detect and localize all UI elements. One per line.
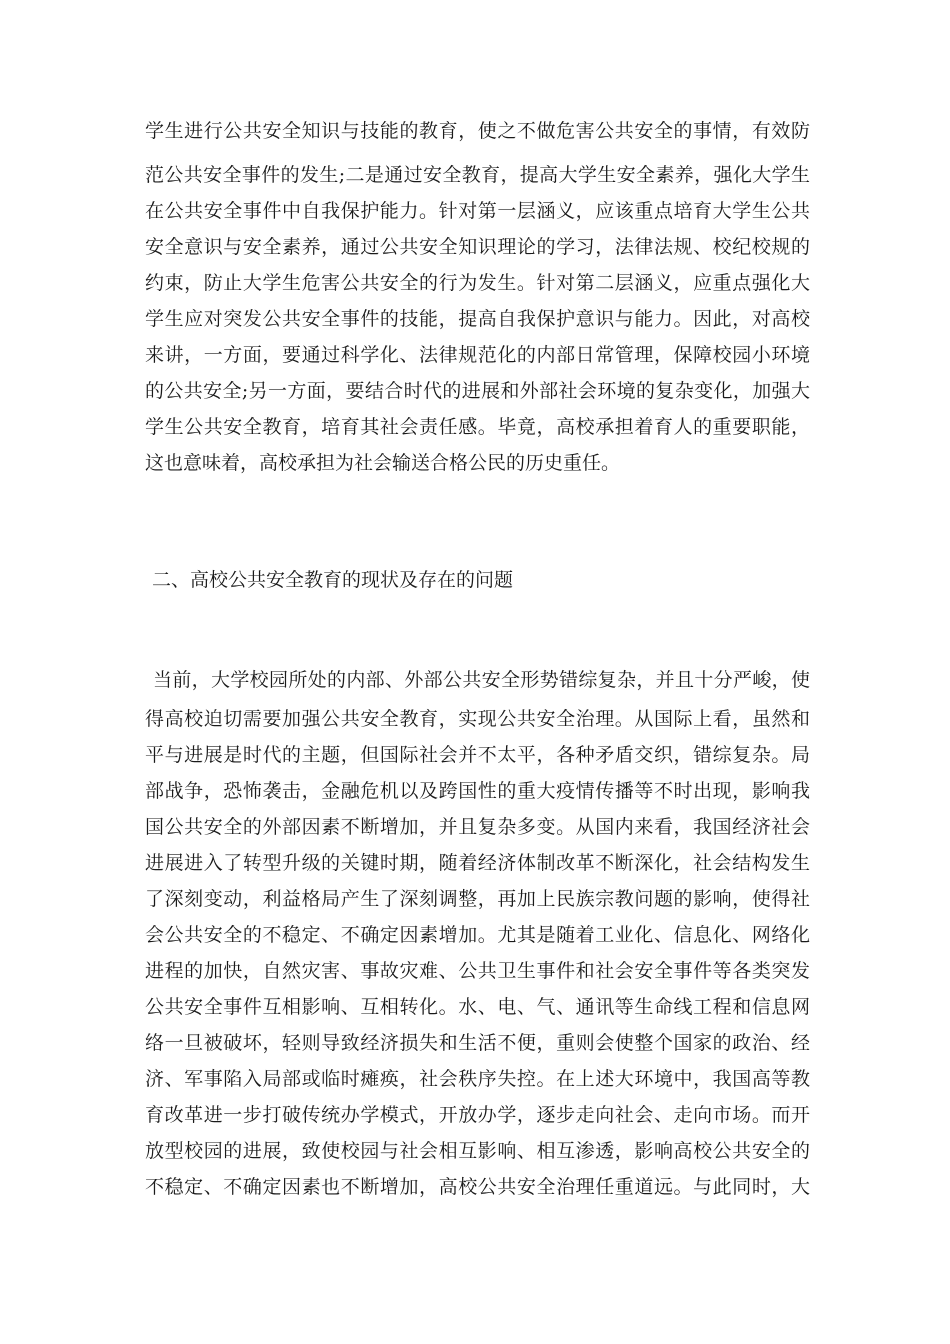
paragraph-line: 进程的加快，自然灾害、事故灾难、公共卫生事件和社会安全事件等各类突发: [145, 960, 810, 982]
paragraph-line: 济、军事陷入局部或临时瘫痪，社会秩序失控。在上述大环境中，我国高等教: [145, 1068, 810, 1090]
paragraph-line: 育改革进一步打破传统办学模式，开放办学，逐步走向社会、走向市场。而开: [145, 1104, 810, 1126]
section-heading: 二、高校公共安全教育的现状及存在的问题: [152, 569, 514, 591]
paragraph-line: 学生应对突发公共安全事件的技能，提高自我保护意识与能力。因此，对高校: [145, 308, 810, 330]
paragraph-line: 的公共安全;另一方面，要结合时代的进展和外部社会环境的复杂变化，加强大: [145, 380, 810, 402]
paragraph-line: 部战争，恐怖袭击，金融危机以及跨国性的重大疫情传播等不时出现，影响我: [145, 780, 810, 802]
paragraph-line: 来讲，一方面，要通过科学化、法律规范化的内部日常管理，保障校园小环境: [145, 344, 810, 366]
paragraph-line: 了深刻变动，利益格局产生了深刻调整，再加上民族宗教问题的影响，使得社: [145, 888, 810, 910]
paragraph-line: 学生进行公共安全知识与技能的教育，使之不做危害公共安全的事情，有效防: [145, 120, 810, 142]
paragraph-line: 得高校迫切需要加强公共安全教育，实现公共安全治理。从国际上看，虽然和: [145, 708, 810, 730]
paragraph-line: 学生公共安全教育，培育其社会责任感。毕竟，高校承担着育人的重要职能，: [145, 416, 810, 438]
paragraph-line: 约束，防止大学生危害公共安全的行为发生。针对第二层涵义，应重点强化大: [145, 272, 810, 294]
paragraph-line: 会公共安全的不稳定、不确定因素增加。尤其是随着工业化、信息化、网络化: [145, 924, 810, 946]
paragraph-line: 安全意识与安全素养，通过公共安全知识理论的学习，法律法规、校纪校规的: [145, 236, 810, 258]
paragraph-line: 不稳定、不确定因素也不断增加，高校公共安全治理任重道远。与此同时，大: [145, 1176, 810, 1198]
paragraph-line: 当前，大学校园所处的内部、外部公共安全形势错综复杂，并且十分严峻，使: [153, 669, 810, 691]
paragraph-line: 国公共安全的外部因素不断增加，并且复杂多变。从国内来看，我国经济社会: [145, 816, 810, 838]
paragraph-line: 放型校园的进展，致使校园与社会相互影响、相互渗透，影响高校公共安全的: [145, 1140, 810, 1162]
paragraph-line: 进展进入了转型升级的关键时期，随着经济体制改革不断深化，社会结构发生: [145, 852, 810, 874]
paragraph-line: 这也意味着，高校承担为社会输送合格公民的历史重任。: [145, 452, 621, 474]
paragraph-line: 范公共安全事件的发生;二是通过安全教育，提高大学生安全素养，强化大学生: [145, 164, 810, 186]
paragraph-line: 平与进展是时代的主题，但国际社会并不太平，各种矛盾交织，错综复杂。局: [145, 744, 810, 766]
paragraph-line: 在公共安全事件中自我保护能力。针对第一层涵义，应该重点培育大学生公共: [145, 200, 810, 222]
paragraph-line: 络一旦被破坏，轻则导致经济损失和生活不便，重则会使整个国家的政治、经: [145, 1032, 810, 1054]
paragraph-line: 公共安全事件互相影响、互相转化。水、电、气、通讯等生命线工程和信息网: [145, 996, 810, 1018]
